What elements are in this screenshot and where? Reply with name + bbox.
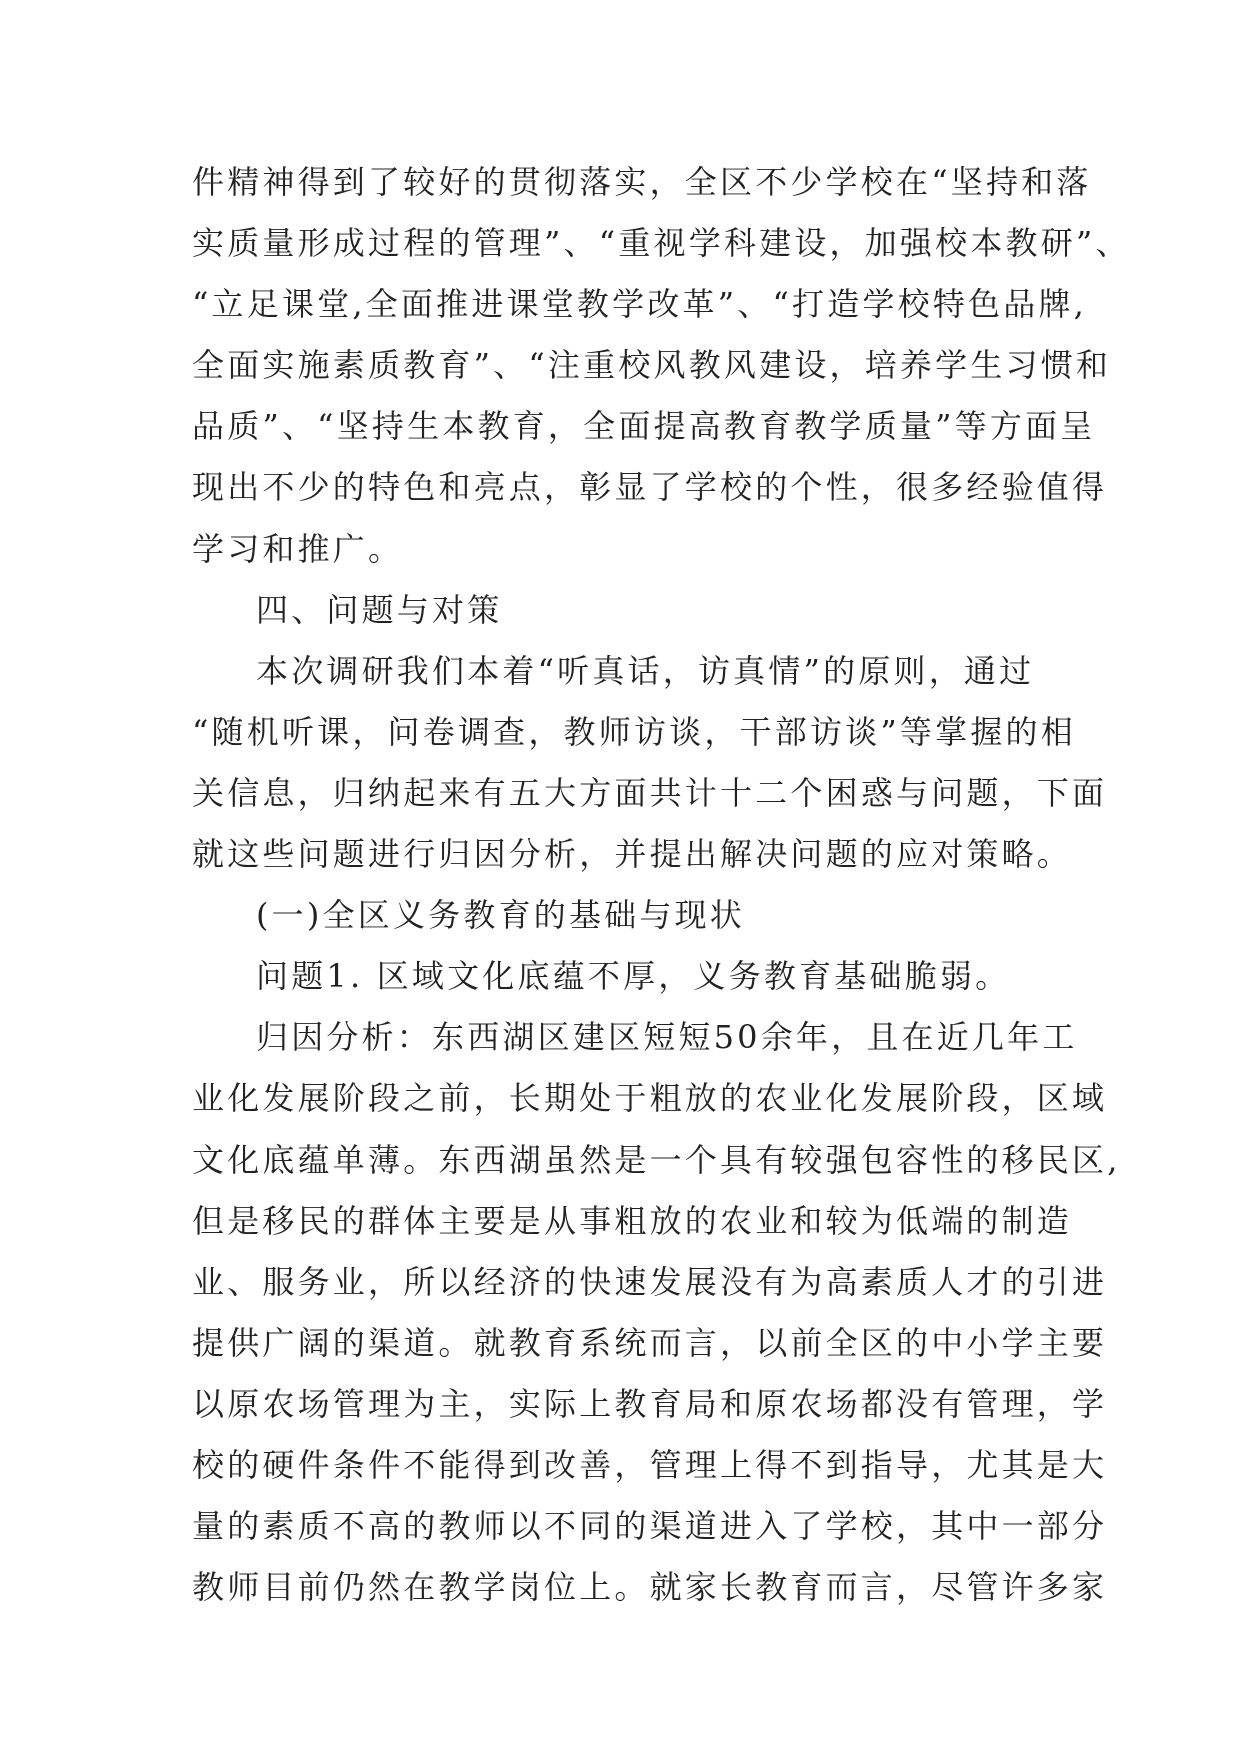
text-line-11: 关信息，归纳起来有五大方面共计十二个困惑与问题，下面 bbox=[192, 773, 1108, 812]
text-line-18: 但是移民的群体主要是从事粗放的农业和较为低端的制造 bbox=[192, 1201, 1073, 1240]
text-line-4: 全面实施素质教育”、“注重校风教风建设，培养学生习惯和 bbox=[192, 346, 1112, 385]
text-line-16: 业化发展阶段之前，长期处于粗放的农业化发展阶段，区域 bbox=[192, 1079, 1108, 1118]
text-line-20: 提供广阔的渠道。就教育系统而言，以前全区的中小学主要 bbox=[192, 1323, 1108, 1362]
text-line-10: “随机听课，问卷调查，教师访谈，干部访谈”等掌握的相 bbox=[192, 712, 1076, 751]
text-line-15: 归因分析：东西湖区建区短短50余年，且在近几年工 bbox=[256, 1018, 1078, 1057]
text-line-12: 就这些问题进行归因分析，并提出解决问题的应对策略。 bbox=[192, 835, 1073, 874]
text-line-1: 件精神得到了较好的贯彻落实，全区不少学校在“坚持和落 bbox=[192, 163, 1092, 201]
text-line-7: 学习和推广。 bbox=[192, 529, 404, 568]
text-line-9: 本次调研我们本着“听真话，访真情”的原则，通过 bbox=[256, 651, 1035, 690]
text-line-19: 业、服务业，所以经济的快速发展没有为高素质人才的引进 bbox=[192, 1262, 1108, 1301]
text-line-22: 校的硬件条件不能得到改善，管理上得不到指导，尤其是大 bbox=[192, 1445, 1108, 1484]
problem-1-heading: 问题1. 区域文化底蕴不厚，义务教育基础脆弱。 bbox=[256, 957, 1011, 996]
text-line-23: 量的素质不高的教师以不同的渠道进入了学校，其中一部分 bbox=[192, 1507, 1108, 1546]
text-line-17: 文化底蕴单薄。东西湖虽然是一个具有较强包容性的移民区, bbox=[192, 1140, 1121, 1179]
text-line-21: 以原农场管理为主，实际上教育局和原农场都没有管理，学 bbox=[192, 1384, 1108, 1423]
text-line-2: 实质量形成过程的管理”、“重视学科建设，加强校本教研”、 bbox=[192, 224, 1131, 263]
document-page bbox=[192, 152, 1131, 1618]
text-line-6: 现出不少的特色和亮点，彰显了学校的个性，很多经验值得 bbox=[192, 468, 1108, 507]
subsection-heading-1: (一)全区义务教育的基础与现状 bbox=[256, 896, 745, 935]
text-line-5: 品质”、“坚持生本教育，全面提高教育教学质量”等方面呈 bbox=[192, 407, 1096, 446]
text-line-3: “立足课堂,全面推进课堂教学改革”、“打造学校特色品牌, bbox=[192, 285, 1088, 324]
section-heading-problems-and-countermeasures: 四、问题与对策 bbox=[256, 590, 503, 629]
text-line-24: 教师目前仍然在教学岗位上。就家长教育而言，尽管许多家 bbox=[192, 1568, 1108, 1607]
